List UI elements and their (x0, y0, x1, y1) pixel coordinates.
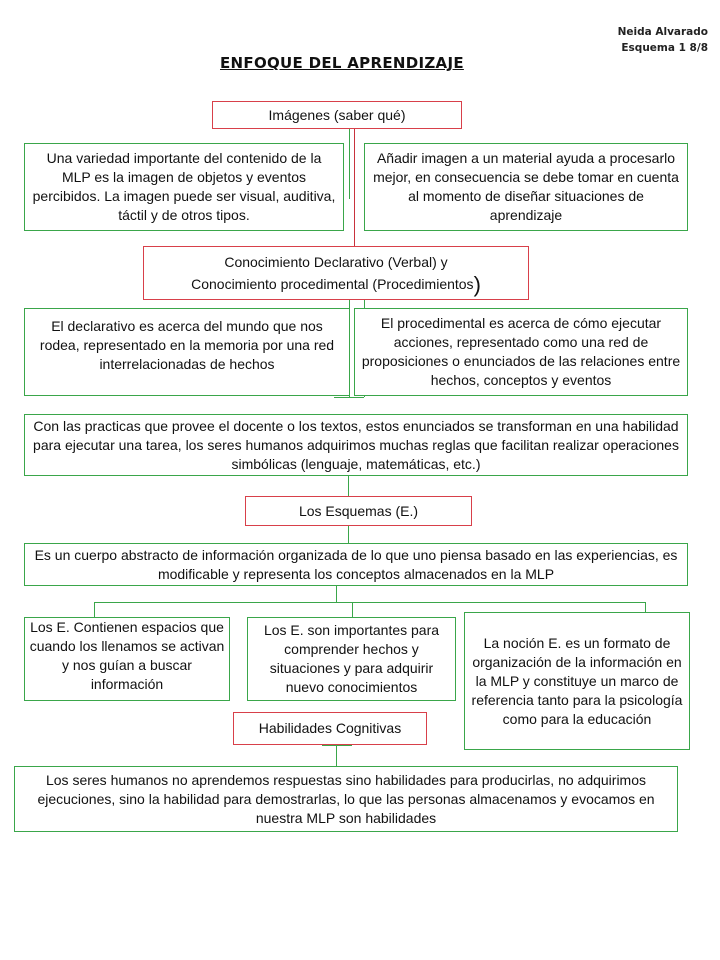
node-habilidades-desc (14, 766, 678, 832)
connector-line (348, 525, 349, 543)
node-label: El procedimental es acerca de cómo ejecutar acciones, representado como una red de proposiciones o enunciados de las relaciones entre hechos, conceptos y eventos (361, 315, 681, 388)
node-label: Los E. Contienen espacios que cuando los llenamos se activan y nos guían a buscar información (29, 619, 225, 692)
connector-line (336, 586, 337, 602)
connector-line (94, 602, 646, 603)
connector-line (322, 745, 352, 746)
node-label-line2 (191, 273, 481, 296)
node-label: Habilidades Cognitivas (258, 720, 402, 736)
schema-label: Esquema 1 8/8 (621, 42, 708, 54)
node-e-espacios (24, 617, 230, 701)
connector-line (94, 602, 95, 617)
node-label: Los E. son importantes para comprender hechos y situaciones y para adquirir nuevo conocimientos (263, 622, 440, 695)
node-practicas (24, 414, 688, 476)
node-label: Los seres humanos no aprendemos respuestas sino habilidades para producirlas, no adquirimos ejecuciones, sino la habilidad para demostrarlas, lo que las personas almacenamos y evocamos en nuestra MLP son habilidades (37, 771, 655, 826)
closing-paren: ) (473, 271, 481, 297)
node-label: Imágenes (saber qué) (268, 106, 406, 123)
author-name: Neida Alvarado (617, 26, 708, 38)
node-e-nocion (464, 612, 690, 750)
node-declarativo (24, 308, 350, 396)
node-label: El declarativo es acerca del mundo que nos rodea, representado en la memoria por una red interrelacionadas de hechos (39, 318, 335, 372)
node-imagenes (212, 101, 462, 129)
node-procedimental (354, 308, 688, 396)
node-label: La noción E. es un formato de organización de la información en la MLP y constituye un marco de referencia tanto para la psicología como para la educación (471, 634, 683, 727)
node-label: Conocimiento Declarativo (Verbal) y (224, 253, 448, 270)
page-title: ENFOQUE DEL APRENDIZAJE (220, 54, 464, 72)
node-imagen-desc (24, 143, 344, 231)
connector-line (349, 129, 350, 199)
node-esquemas-def (24, 543, 688, 586)
connector-line (334, 397, 364, 398)
node-label: Con las practicas que provee el docente o los textos, estos enunciados se transforman en una habilidad para ejecutar una tarea, los seres humanos adquirimos muchas reglas que facilitan realizar operaciones simbólicas (lenguaje, matemáticas, etc.) (33, 417, 679, 472)
author-block (618, 24, 708, 56)
connector-line (354, 129, 355, 246)
node-label: Es un cuerpo abstracto de información organizada de lo que uno piensa basado en las experiencias, es modificable y representa los conceptos almacenados en la MLP (34, 546, 678, 582)
node-label: Añadir imagen a un material ayuda a procesarlo mejor, en consecuencia se debe tomar en cuenta al momento de diseñar situaciones de aprendizaje (373, 150, 679, 223)
connector-line (336, 745, 337, 767)
node-habilidades (233, 712, 427, 745)
node-label: Una variedad importante del contenido de la MLP es la imagen de objetos y eventos percibidos. La imagen puede ser visual, auditiva, táctil y de otros tipos. (32, 150, 336, 223)
node-label: Los Esquemas (E.) (298, 502, 419, 519)
node-conocimiento (143, 246, 529, 300)
connector-line (352, 602, 353, 617)
connector-line (645, 602, 646, 612)
node-imagen-aporte (364, 143, 688, 231)
node-label: Conocimiento procedimental (Procedimientos (191, 275, 474, 292)
node-e-importantes (247, 617, 456, 701)
node-esquemas (245, 496, 472, 526)
